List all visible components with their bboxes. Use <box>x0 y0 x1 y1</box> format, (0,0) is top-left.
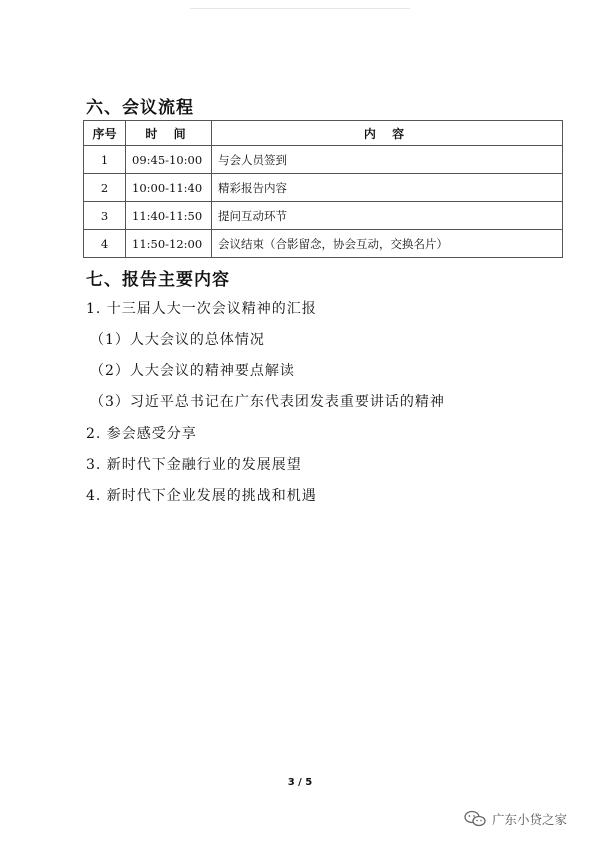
header-no: 序号 <box>84 121 126 146</box>
list-item: （3）习近平总书记在广东代表团发表重要讲话的精神 <box>90 394 445 410</box>
cell-no: 2 <box>84 174 126 202</box>
table-row <box>84 174 563 202</box>
table-row <box>84 202 563 230</box>
list-item: 3. 新时代下金融行业的发展展望 <box>86 457 302 473</box>
list-item: （1）人大会议的总体情况 <box>90 332 265 348</box>
list-item: 1. 十三届人大一次会议精神的汇报 <box>86 301 317 317</box>
table-row <box>84 146 563 174</box>
cell-content: 会议结束（合影留念，协会互动，交换名片） <box>212 230 563 258</box>
cell-time: 11:40-11:50 <box>126 202 212 230</box>
cell-no: 3 <box>84 202 126 230</box>
header-content: 内 容 <box>212 121 563 146</box>
list-item: 4. 新时代下企业发展的挑战和机遇 <box>86 488 317 504</box>
section-7-heading: 七、报告主要内容 <box>86 270 230 290</box>
cell-no: 1 <box>84 146 126 174</box>
table-header-row <box>84 121 563 146</box>
cell-time: 10:00-11:40 <box>126 174 212 202</box>
watermark-text: 广东小贷之家 <box>492 812 568 827</box>
cell-content: 提问互动环节 <box>212 202 563 230</box>
list-item: 2. 参会感受分享 <box>86 426 197 442</box>
table-row <box>84 230 563 258</box>
cell-content: 与会人员签到 <box>212 146 563 174</box>
cell-no: 4 <box>84 230 126 258</box>
cell-time: 11:50-12:00 <box>126 230 212 258</box>
watermark <box>464 810 567 828</box>
section-6-heading: 六、会议流程 <box>86 98 194 118</box>
page-number: 3 / 5 <box>287 777 313 788</box>
wechat-icon <box>464 810 486 828</box>
list-item: （2）人大会议的精神要点解读 <box>90 363 295 379</box>
cell-time: 09:45-10:00 <box>126 146 212 174</box>
cell-content: 精彩报告内容 <box>212 174 563 202</box>
top-rule <box>190 8 410 9</box>
agenda-table <box>83 120 563 258</box>
header-time: 时 间 <box>126 121 212 146</box>
